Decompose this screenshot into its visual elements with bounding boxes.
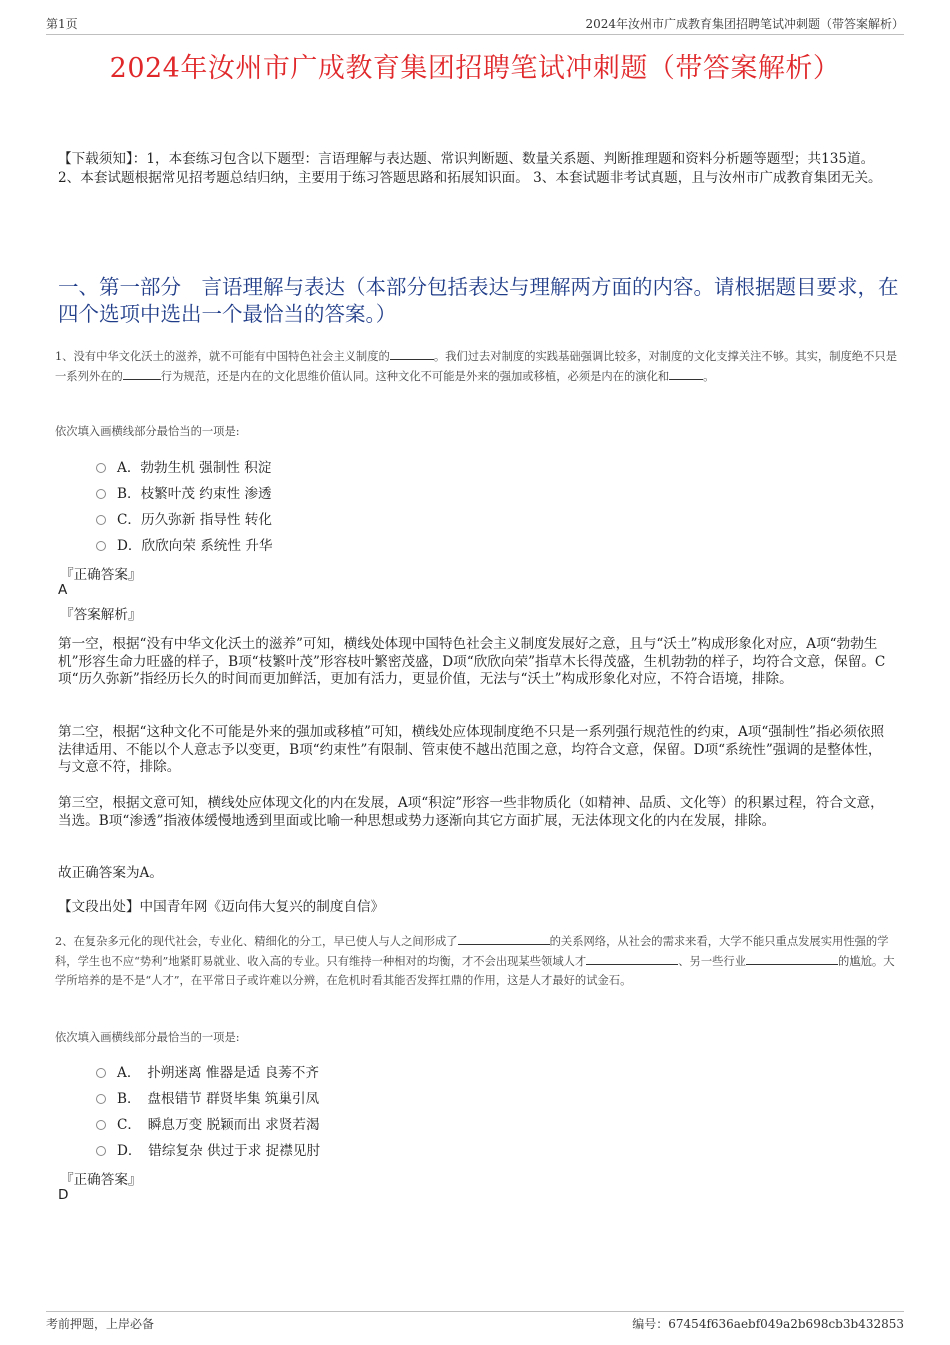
q1-source: 【文段出处】中国青年网《迈向伟大复兴的制度自信》	[58, 899, 385, 915]
answer-blank	[746, 953, 838, 965]
radio-icon[interactable]	[96, 1120, 106, 1130]
page-number: 第1页	[46, 17, 78, 31]
q1-option-b[interactable]: B．枝繁叶茂 约束性 渗透	[96, 482, 272, 502]
answer-blank	[458, 933, 550, 945]
header-doc-title: 2024年汝州市广成教育集团招聘笔试冲刺题（带答案解析）	[585, 17, 904, 31]
radio-icon[interactable]	[96, 515, 106, 525]
q2-option-b[interactable]: B． 盘根错节 群贤毕集 筑巢引凤	[96, 1087, 319, 1107]
q1-analysis-label: 『答案解析』	[60, 607, 142, 623]
radio-icon[interactable]	[96, 489, 106, 499]
radio-icon[interactable]	[96, 1094, 106, 1104]
question-1-stem: 1、没有中华文化沃土的滋养，就不可能有中国特色社会主义制度的 。我们过去对制度的实践基础强调比较多，对制度的文化支撑关注不够。其实，制度绝不只是一系列外在的 行为规范，还是内在的文化思维价值认同。这种文化不可能是外来的强加或移植，必须是内在的演化和 。	[55, 350, 897, 383]
answer-blank	[669, 368, 703, 380]
answer-blank	[586, 953, 678, 965]
question-1-prompt: 依次填入画横线部分最恰当的一项是:	[55, 425, 240, 438]
radio-icon[interactable]	[96, 1068, 106, 1078]
q1-option-a[interactable]: A．勃勃生机 强制性 积淀	[96, 456, 271, 476]
radio-icon[interactable]	[96, 463, 106, 473]
download-notice: 【下载须知】：1，本套练习包含以下题型：言语理解与表达题、常识判断题、数量关系题、判断推理题和资料分析题等题型；共135道。 2、本套试题根据常见招考题总结归纳，主要用于练习答题思路和拓展知识面。 3、本套试题非考试真题，且与汝州市广成教育集团无关。	[58, 151, 882, 186]
question-2-prompt: 依次填入画横线部分最恰当的一项是:	[55, 1031, 240, 1044]
q1-analysis-paragraph: 第一空，根据“没有中华文化沃土的滋养”可知，横线处体现中国特色社会主义制度发展好之意，且与“沃土”构成形象化对应，A项“勃勃生机”形容生命力旺盛的样子，B项“枝繁叶茂”形容枝叶繁密茂盛，D项“欣欣向荣”指草木长得茂盛，生机勃勃的样子，均符合文意，保留。C项“历久弥新”指经历长久的时间而更加鲜活，更加有活力，更显价值，无法与“沃土”构成形象化对应，不符合语境，排除。	[58, 636, 886, 687]
q2-answer: D	[58, 1187, 69, 1203]
radio-icon[interactable]	[96, 1146, 106, 1156]
footer-doc-id: 编号：67454f636aebf049a2b698cb3b432853	[632, 1317, 904, 1331]
q2-option-d[interactable]: D． 错综复杂 供过于求 捉襟见肘	[96, 1139, 320, 1159]
q1-analysis-paragraph: 第二空，根据“这种文化不可能是外来的强加或移植”可知，横线处应体现制度绝不只是一系列强行规范性的约束，A项“强制性”指必须依照法律适用、不能以个人意志予以变更，B项“约束性”有限制、管束使不越出范围之意，均符合文意，保留。D项“系统性”强调的是整体性，与文意不符，排除。	[58, 724, 885, 775]
q2-option-a[interactable]: A． 扑朔迷离 惟器是适 良莠不齐	[96, 1061, 319, 1081]
answer-blank	[390, 348, 434, 360]
footer-slogan: 考前押题，上岸必备	[46, 1317, 155, 1331]
q2-option-c[interactable]: C． 瞬息万变 脱颖而出 求贤若渴	[96, 1113, 320, 1133]
q1-analysis-paragraph: 第三空，根据文意可知，横线处应体现文化的内在发展，A项“积淀”形容一些非物质化（如精神、品质、文化等）的积累过程，符合文意，当选。B项“渗透”指液体缓慢地透到里面或比喻一种思想或势力逐渐向其它方面扩展，无法体现文化的内在发展，排除。	[58, 795, 884, 829]
q1-answer-label: 『正确答案』	[60, 567, 142, 583]
section-heading: 一、第一部分 言语理解与表达（本部分包括表达与理解两方面的内容。请根据题目要求，在四个选项中选出一个最恰当的答案。）	[58, 275, 899, 326]
question-2-stem: 2、在复杂多元化的现代社会，专业化、精细化的分工，早已使人与人之间形成了 的关系网络，从社会的需求来看，大学不能只重点发展实用性强的学科，学生也不应“势利”地紧盯易就业、收入高的专业。只有维持一种相对的均衡，才不会出现某些领域人才 、另一些行业 的尴尬。大学所培养的是不是“人才”，在平常日子或许难以分辨，在危机时看其能否发挥扛鼎的作用，这是人才最好的试金石。	[55, 935, 895, 987]
q1-answer: A	[58, 582, 68, 598]
q1-option-d[interactable]: D．欣欣向荣 系统性 升华	[96, 534, 272, 554]
page-header	[46, 12, 904, 35]
radio-icon[interactable]	[96, 541, 106, 551]
page-footer	[46, 1311, 904, 1332]
q1-analysis-conclusion: 故正确答案为A。	[58, 865, 163, 881]
answer-blank	[123, 368, 161, 380]
document-title: 2024年汝州市广成教育集团招聘笔试冲刺题（带答案解析）	[109, 53, 841, 84]
q1-option-c[interactable]: C．历久弥新 指导性 转化	[96, 508, 272, 528]
q2-answer-label: 『正确答案』	[60, 1172, 142, 1188]
